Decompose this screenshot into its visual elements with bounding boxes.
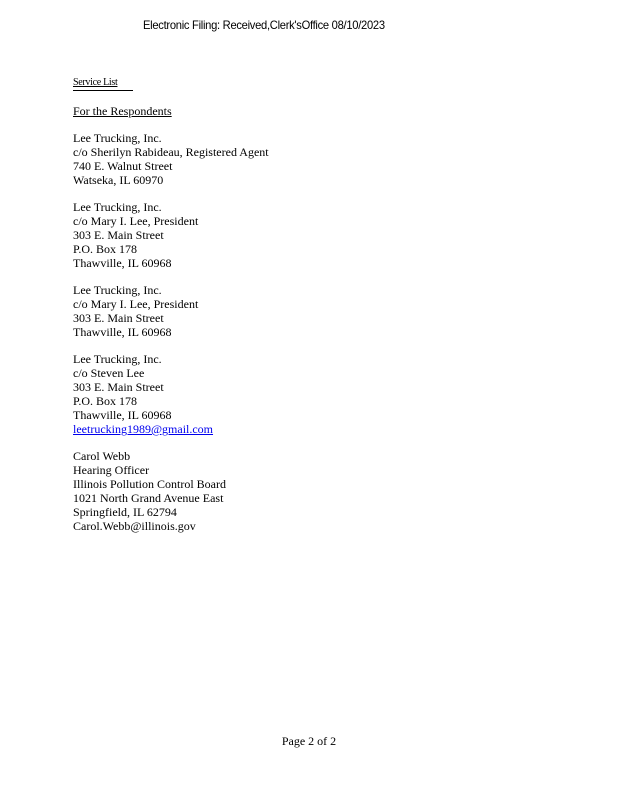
- company-name: Lee Trucking, Inc.: [73, 200, 162, 214]
- officer-title: Hearing Officer: [73, 463, 150, 477]
- street-address: 303 E. Main Street: [73, 228, 164, 242]
- company-name: Lee Trucking, Inc.: [73, 283, 162, 297]
- street-address: 1021 North Grand Avenue East: [73, 491, 224, 505]
- care-of-line: c/o Mary I. Lee, President: [73, 214, 199, 228]
- street-address: 303 E. Main Street: [73, 311, 164, 325]
- company-name: Lee Trucking, Inc.: [73, 131, 162, 145]
- service-list: [73, 72, 573, 533]
- electronic-filing-stamp: Electronic Filing: Received,Clerk'sOffice 08/10/2023: [143, 18, 385, 32]
- care-of-line: c/o Steven Lee: [73, 366, 145, 380]
- address-block-president-po-box: [73, 200, 573, 270]
- care-of-line: c/o Mary I. Lee, President: [73, 297, 199, 311]
- organization-name: Illinois Pollution Control Board: [73, 477, 227, 491]
- email-link[interactable]: leetrucking1989@gmail.com: [73, 422, 214, 436]
- address-block-registered-agent: [73, 131, 573, 187]
- po-box: P.O. Box 178: [73, 394, 138, 408]
- officer-name: Carol Webb: [73, 449, 131, 463]
- city-state-zip: Thawville, IL 60968: [73, 325, 172, 339]
- care-of-line: c/o Sherilyn Rabideau, Registered Agent: [73, 145, 269, 159]
- po-box: P.O. Box 178: [73, 242, 138, 256]
- street-address: 740 E. Walnut Street: [73, 159, 173, 173]
- city-state-zip: Thawville, IL 60968: [73, 256, 172, 270]
- address-block-hearing-officer: [73, 449, 573, 533]
- address-block-president: [73, 283, 573, 339]
- service-list-title: Service List: [73, 76, 133, 91]
- city-state-zip: Thawville, IL 60968: [73, 408, 172, 422]
- company-name: Lee Trucking, Inc.: [73, 352, 162, 366]
- street-address: 303 E. Main Street: [73, 380, 164, 394]
- city-state-zip: Springfield, IL 62794: [73, 505, 177, 519]
- email-text: Carol.Webb@illinois.gov: [73, 519, 196, 533]
- respondents-heading: For the Respondents: [73, 104, 172, 118]
- address-block-steven-lee: [73, 352, 573, 436]
- page-number: Page 2 of 2: [281, 734, 337, 748]
- city-state-zip: Watseka, IL 60970: [73, 173, 164, 187]
